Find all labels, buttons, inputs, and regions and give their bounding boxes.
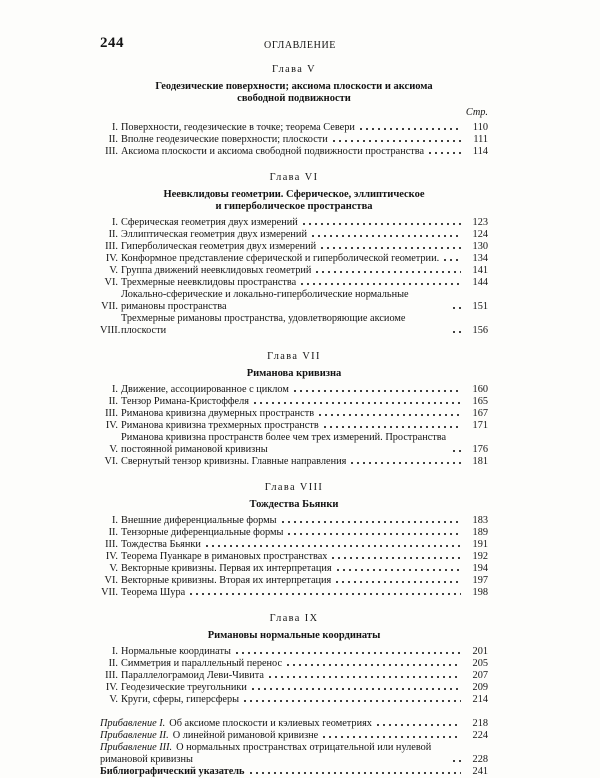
entry-page: 114 [472,146,488,157]
entry-list [100,384,488,468]
entry-text: Аксиома плоскости и аксиома свободной подвижности пространства [121,146,425,157]
toc-entry[interactable] [100,396,488,408]
entry-number: II. [108,658,118,669]
toc-entry[interactable] [100,551,488,563]
entry-number: IV. [105,551,118,562]
entry-page: 189 [472,527,488,538]
entry-body [121,289,464,313]
entry-list [100,122,488,158]
entry-body [121,527,464,539]
appendix-page: 224 [472,730,488,741]
dot-leader [322,425,461,429]
appendix-text [100,766,245,778]
page-number: 244 [100,35,124,51]
toc-entry[interactable] [100,563,488,575]
entry-number: I. [111,217,118,228]
chapter-title-line: Тождества Бьянки [249,499,339,510]
appendix-lead: Прибавление III. [100,742,173,753]
dot-leader [234,651,461,655]
entry-list [100,646,488,706]
entry-text: Группа движений неевклидовых геометрий [121,265,312,276]
entry-text: Свернутый тензор кривизны. Главные направления [121,456,347,467]
dot-leader [301,222,461,226]
entry-page: 207 [472,670,488,681]
chapter-spacer [100,468,488,480]
entry-body [121,575,464,587]
chapter-title [100,81,488,105]
entry-body [121,515,464,527]
entry-page: 198 [472,587,488,598]
entry-number: IV. [105,420,118,431]
chapter-title-line: Неевклидовы геометрии. Сферическое, эллиптическое [163,189,425,200]
entry-number: III. [105,146,118,157]
table-of-contents [100,62,488,778]
entry-body [121,253,464,265]
entry-number: VI. [104,277,118,288]
entry-list [100,217,488,337]
entry-body [121,539,464,551]
toc-entry[interactable] [100,682,488,694]
appendix-entry[interactable] [100,730,488,742]
chapter-title-line: Геодезические поверхности; аксиома плоскости и аксиома [155,81,433,92]
entry-text: Поверхности, геодезические в точке; теорема Севери [121,122,355,133]
entry-body [121,217,464,229]
appendix-title: Библиографический указатель [100,766,245,777]
dot-leader [280,520,461,524]
chapter-heading: Глава VIII [264,482,324,493]
entry-number: III. [105,539,118,550]
dot-leader [252,401,461,405]
chapter-spacer [100,599,488,611]
entry-page: 130 [472,241,488,252]
toc-entry[interactable] [100,134,488,146]
toc-entry[interactable] [100,539,488,551]
entry-number: II. [108,527,118,538]
appendix-text [100,742,448,766]
entry-text: Векторные кривизны. Вторая их интерпретация [121,575,332,586]
toc-entry[interactable] [100,265,488,277]
entry-body [121,432,464,456]
entry-number: V. [109,265,118,276]
appendix-text [100,730,318,742]
chapter-title-line: Риманова кривизна [246,368,342,379]
chapter-title-line: Римановы нормальные координаты [207,630,381,641]
dot-leader [317,413,461,417]
entry-page: 201 [472,646,488,657]
toc-entry[interactable] [100,146,488,158]
entry-text: Риманова кривизна двумерных пространств [121,408,315,419]
appendix-body [100,766,464,778]
toc-entry[interactable] [100,241,488,253]
appendix-entry[interactable] [100,718,488,730]
dot-leader [242,699,461,703]
entry-body [121,658,464,670]
entry-number: I. [111,515,118,526]
dot-leader [451,330,461,334]
entry-number: VI. [104,456,118,467]
entry-text: Геодезические треугольники [121,682,247,693]
entry-page: 183 [472,515,488,526]
chapter-section [100,349,488,468]
dot-leader [451,449,461,453]
entry-page: 197 [472,575,488,586]
dot-leader [331,139,461,143]
entry-text: Сферическая геометрия двух измерений [121,217,298,228]
chapter-spacer [100,158,488,170]
toc-entry[interactable] [100,575,488,587]
entry-text: Риманова кривизна трехмерных пространств [121,420,319,431]
chapter-section [100,611,488,706]
entry-body [121,408,464,420]
entry-page: 156 [472,325,488,336]
toc-entry[interactable] [100,313,488,337]
dot-leader [286,532,461,536]
chapter-spacer [100,337,488,349]
entry-body [121,646,464,658]
entry-text: Круги, сферы, гиперсферы [121,694,240,705]
entry-page: 111 [473,134,488,145]
entry-body [121,587,464,599]
toc-entry[interactable] [100,515,488,527]
entry-number: I. [111,646,118,657]
entry-text: Параллелограмоид Леви-Чивита [121,670,264,681]
toc-entry[interactable] [100,384,488,396]
entry-text: Тождества Бьянки [121,539,201,550]
entry-body [121,420,464,432]
entry-text: Вполне геодезические поверхности; плоскости [121,134,328,145]
entry-page: 192 [472,551,488,562]
entry-page: 165 [472,396,488,407]
entry-text: Движение, ассоциированное с циклом [121,384,289,395]
entry-number: VIII. [100,325,121,336]
running-title: ОГЛАВЛЕНИЕ [264,40,336,51]
entry-page: 181 [472,456,488,467]
toc-entry[interactable] [100,587,488,599]
dot-leader [204,544,461,548]
chapter-title [100,368,488,380]
toc-entry[interactable] [100,408,488,420]
entry-text: Эллиптическая геометрия двух измерений [121,229,307,240]
entry-body [121,134,464,146]
dot-leader [292,389,461,393]
entry-page: 123 [472,217,488,228]
entry-body [121,313,464,337]
appendix-spacer [100,706,488,718]
entry-body [121,241,464,253]
entry-body [121,265,464,277]
entry-page: 214 [472,694,488,705]
appendix-title: О нормальных пространствах отрицательной или нулевой римановой кривизны [100,742,432,765]
entry-page: 167 [472,408,488,419]
entry-number: III. [105,670,118,681]
entry-text: Трехмерные неевклидовы пространства [121,277,297,288]
entry-text: Теорема Пуанкаре в римановых пространствах [121,551,328,562]
entry-page: 209 [472,682,488,693]
toc-entry[interactable] [100,217,488,229]
entry-text: Трехмерные римановы пространства, удовлетворяющие аксиоме плоскости [121,313,406,336]
chapter-title-line: и гиперболическое пространства [215,201,373,212]
toc-entry[interactable] [100,420,488,432]
dot-leader [334,580,461,584]
chapter-heading: Глава VII [267,351,321,362]
entry-number: III. [105,241,118,252]
appendix-body [100,718,464,730]
dot-leader [349,461,461,465]
dot-leader [314,270,461,274]
entry-page: 176 [472,444,488,455]
appendix-text [100,718,372,730]
toc-entry[interactable] [100,646,488,658]
entry-number: IV. [105,682,118,693]
dot-leader [358,127,461,131]
entry-text: Тензор Римана-Кристоффеля [121,396,249,407]
entry-body [121,384,464,396]
appendix-lead: Прибавление I. [100,718,166,729]
dot-leader [248,771,462,775]
entry-page: 194 [472,563,488,574]
dot-leader [451,306,461,310]
dot-leader [451,759,461,763]
entry-page: 144 [472,277,488,288]
dot-leader [188,592,461,596]
dot-leader [299,282,461,286]
entry-number: I. [111,122,118,133]
entry-number: II. [108,396,118,407]
entry-number: III. [105,408,118,419]
entry-page: 134 [472,253,488,264]
dot-leader [285,663,461,667]
chapter-title-line: свободной подвижности [237,93,351,104]
entry-text: Риманова кривизна пространств более чем трех измерений. Пространства постоянной римановой кривизны [121,432,447,455]
entry-text: Конформное представление сферической и гиперболической геометрии. [121,253,440,264]
dot-leader [375,723,461,727]
entry-body [121,551,464,563]
entry-body [121,146,464,158]
chapter-section [100,62,488,158]
entry-body [121,122,464,134]
entry-page: 124 [472,229,488,240]
appendix-body [100,742,464,766]
entry-text: Гиперболическая геометрия двух измерений [121,241,317,252]
entry-number: II. [108,229,118,240]
entry-page: 160 [472,384,488,395]
toc-entry[interactable] [100,527,488,539]
entry-body [121,396,464,408]
entry-number: V. [109,444,118,455]
toc-entry[interactable] [100,670,488,682]
entry-text: Векторные кривизны. Первая их интерпретация [121,563,332,574]
entry-number: V. [109,563,118,574]
entry-body [121,229,464,241]
entry-page: 205 [472,658,488,669]
toc-entry[interactable] [100,658,488,670]
toc-entry[interactable] [100,253,488,265]
entry-text: Симметрия и параллельный перенос [121,658,283,669]
entry-number: VII. [101,301,118,312]
entry-page: 191 [472,539,488,550]
appendix-page: 218 [472,718,488,729]
entry-body [121,694,464,706]
appendix-lead: Прибавление II. [100,730,169,741]
dot-leader [310,234,461,238]
entry-page: 141 [472,265,488,276]
entry-body [121,682,464,694]
appendix-page: 241 [472,766,488,777]
dot-leader [427,151,461,155]
dot-leader [250,687,461,691]
toc-entry[interactable] [100,289,488,313]
chapter-title [100,630,488,642]
chapter-title [100,189,488,213]
dot-leader [442,258,461,262]
entry-page: 151 [472,301,488,312]
chapter-heading: Глава VI [269,172,319,183]
toc-entry[interactable] [100,432,488,456]
entry-text: Внешние диференциальные формы [121,515,277,526]
appendix-title: О линейной римановой кривизне [172,730,319,741]
appendix-entry[interactable] [100,766,488,778]
entry-page: 110 [472,122,488,133]
toc-entry[interactable] [100,277,488,289]
entry-page: 171 [472,420,488,431]
toc-entry[interactable] [100,229,488,241]
entry-text: Тензорные диференциальные формы [121,527,284,538]
entry-body [121,277,464,289]
entry-list [100,515,488,599]
page-column-label: Стр. [465,107,488,118]
entry-body [121,456,464,468]
entry-number: VII. [101,587,118,598]
appendix-entry[interactable] [100,742,488,766]
dot-leader [335,568,461,572]
appendix-page: 228 [472,754,488,765]
toc-entry[interactable] [100,456,488,468]
entry-text: Теорема Шура [121,587,186,598]
chapter-heading: Глава V [272,64,316,75]
dot-leader [267,675,461,679]
dot-leader [321,735,461,739]
toc-entry[interactable] [100,694,488,706]
appendix-list [100,718,488,778]
dot-leader [330,556,461,560]
appendix-body [100,730,464,742]
appendix-title: Об аксиоме плоскости и кэлиевых геометриях [169,718,372,729]
entry-number: II. [108,134,118,145]
entry-body [121,670,464,682]
dot-leader [319,246,461,250]
entry-number: VI. [104,575,118,586]
toc-entry[interactable] [100,122,488,134]
entry-text: Нормальные координаты [121,646,231,657]
entry-text: Локально-сферические и локально-гиперболические нормальные римановы пространства [121,289,409,312]
chapter-section [100,480,488,599]
entry-number: I. [111,384,118,395]
entry-number: V. [109,694,118,705]
entry-body [121,563,464,575]
chapter-title [100,499,488,511]
entry-number: IV. [105,253,118,264]
chapter-heading: Глава IX [269,613,319,624]
chapter-section [100,170,488,337]
